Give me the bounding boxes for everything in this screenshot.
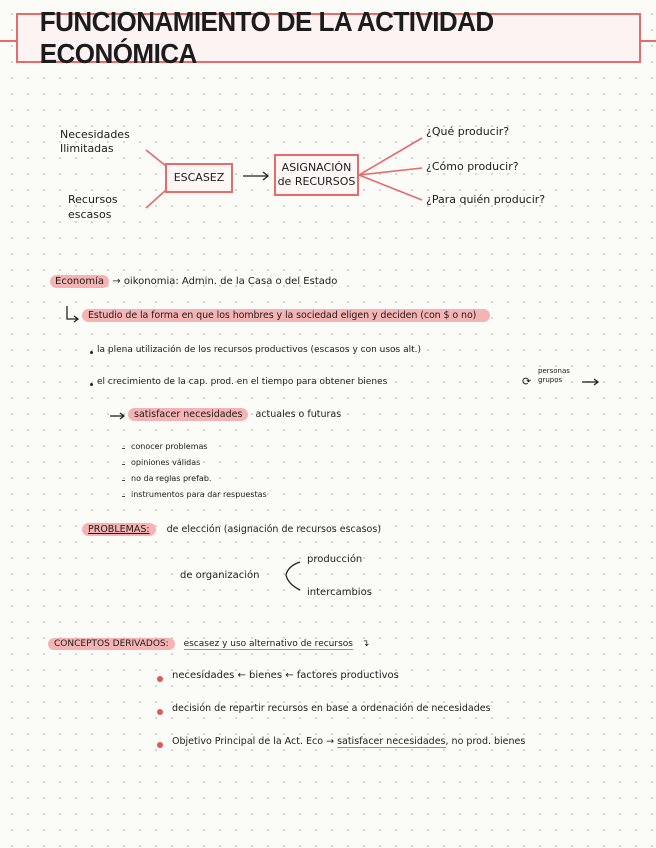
asignacion-label: ASIGNACIÓN de RECURSOS — [277, 161, 356, 188]
problemas-eleccion: de elección (asignación de recursos escasos) — [166, 524, 382, 535]
problemas-row — [82, 524, 381, 535]
concepto-item-1: necesidades ← bienes ← factores productivos — [172, 670, 399, 681]
subitem-dot-1 — [122, 448, 125, 449]
concepto-item-3 — [172, 736, 525, 747]
escasez-box — [165, 163, 233, 193]
concepto-dot-2 — [157, 709, 163, 715]
concepto-item-3-after: , no prod. bienes — [445, 736, 526, 747]
question-para-quien: ¿Para quién producir? — [426, 193, 546, 206]
bullet-dot-1 — [90, 351, 93, 354]
economia-bullet-2: el crecimiento de la cap. prod. en el tiempo para obtener bienes — [97, 377, 388, 387]
question-como: ¿Cómo producir? — [426, 160, 519, 173]
satisfacer-rest: actuales o futuras — [255, 409, 342, 420]
problemas-branch-intercambios: intercambios — [307, 587, 372, 598]
recursos-label: Recursos escasos — [68, 193, 118, 221]
problemas-branch-produccion: producción — [307, 554, 363, 565]
personas-grupos: personas grupos — [538, 367, 570, 384]
concepto-dot-1 — [157, 676, 163, 682]
conceptos-intro-arrow: ↴ — [361, 639, 370, 649]
economia-arrow: → — [112, 276, 121, 287]
subitem-dot-3 — [122, 480, 125, 481]
problemas-label: PROBLEMAS: — [82, 523, 156, 536]
question-que: ¿Qué producir? — [426, 125, 510, 138]
cycle-icon: ⟳ — [522, 375, 532, 388]
economia-etymology: oikonomia: Admin. de la Casa o del Estado — [123, 276, 338, 287]
asignacion-box — [274, 154, 359, 196]
conceptos-label: CONCEPTOS DERIVADOS: — [48, 638, 175, 650]
problemas-organizacion: de organización — [180, 570, 260, 581]
conceptos-intro: escasez y uso alternativo de recursos — [183, 639, 353, 649]
subitem-3: no da reglas prefab. — [131, 474, 212, 483]
economia-bullet-1: la plena utilización de los recursos productivos (escasos y con usos alt.) — [97, 345, 422, 355]
subitem-dot-4 — [122, 496, 125, 497]
escasez-label: ESCASEZ — [173, 171, 225, 185]
satisfacer-label: satisfacer necesidades — [128, 408, 248, 421]
page-title: FUNCIONAMIENTO DE LA ACTIVIDAD ECONÓMICA — [39, 6, 494, 69]
concepto-item-3-before: Objetivo Principal de la Act. Eco → — [172, 736, 335, 747]
economia-label: Economía — [50, 275, 109, 288]
satisfacer-row — [128, 409, 341, 420]
concepto-dot-3 — [157, 742, 163, 748]
economia-definition-row — [82, 310, 490, 321]
concepto-item-3-underlined: satisfacer necesidades — [337, 736, 446, 747]
concepto-item-2: decisión de repartir recursos en base a ordenación de necesidades — [172, 703, 491, 714]
subitem-dot-2 — [122, 464, 125, 465]
bullet-dot-2 — [90, 383, 93, 386]
economia-definition: Estudio de la forma en que los hombres y la sociedad eligen y deciden (con $ o no) — [82, 309, 490, 322]
economia-row — [50, 276, 337, 287]
necesidades-label: Necesidades Ilimitadas — [60, 128, 130, 156]
conceptos-row — [48, 639, 369, 649]
subitem-2: opiniones válidas — [131, 458, 201, 467]
subitem-4: instrumentos para dar respuestas — [131, 490, 267, 499]
subitem-1: conocer problemas — [131, 442, 208, 451]
